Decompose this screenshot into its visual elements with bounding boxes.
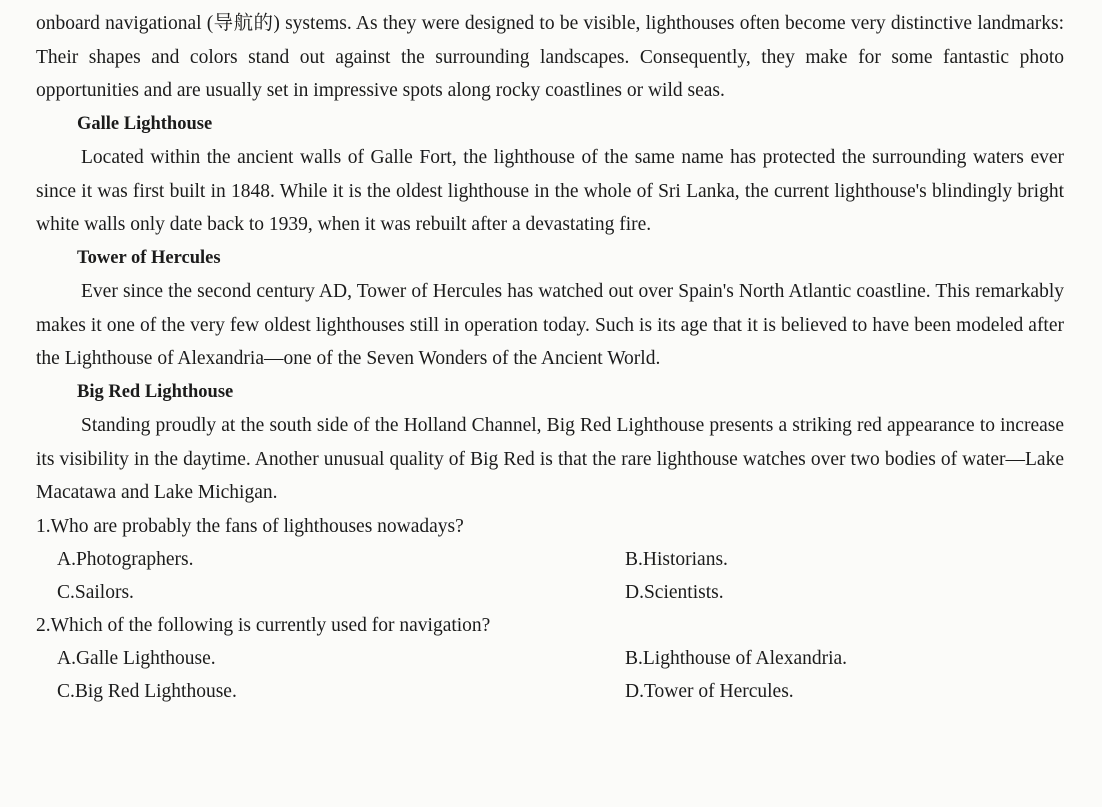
option-a: A.Galle Lighthouse.	[57, 647, 216, 669]
option-b: B.Lighthouse of Alexandria.	[625, 647, 848, 669]
section-hercules	[36, 242, 1064, 376]
section-big-red	[36, 376, 1064, 510]
intro-paragraph: onboard navigational (导航的) systems. As they were designed to be visible, lighthouses often become very distinctive landmarks: Their shapes and colors stand out against the surrounding landscapes. Consequently, they make for some fantastic photo opportunities and are usually set in impressive spots along rocky coastlines or wild seas.	[36, 13, 1064, 101]
section-heading: Big Red Lighthouse	[77, 381, 234, 402]
option-d: D.Scientists.	[625, 581, 724, 603]
option-c: C.Sailors.	[57, 581, 134, 603]
option-d: D.Tower of Hercules.	[625, 680, 794, 702]
section-body: Located within the ancient walls of Galle Fort, the lighthouse of the same name has protected the surrounding waters ever since it was first built in 1848. While it is the oldest lighthouse in the whole of Sri Lanka, the current lighthouse's blindingly bright white walls only date back to 1939, when it was rebuilt after a devastating fire.	[36, 147, 1064, 235]
option-b: B.Historians.	[625, 548, 728, 570]
option-grid	[36, 642, 1064, 708]
question-stem: 2.Which of the following is currently used for navigation?	[36, 614, 491, 636]
option-grid	[36, 543, 1064, 609]
reading-passage	[36, 7, 1064, 708]
section-body: Standing proudly at the south side of the Holland Channel, Big Red Lighthouse presents a striking red appearance to increase its visibility in the daytime. Another unusual quality of Big Red is that the rare lighthouse watches over two bodies of water—Lake Macatawa and Lake Michigan.	[36, 415, 1064, 503]
section-body: Ever since the second century AD, Tower of Hercules has watched out over Spain's North Atlantic coastline. This remarkably makes it one of the very few oldest lighthouses still in operation today. Such is its age that it is believed to have been modeled after the Lighthouse of Alexandria—one of the Seven Wonders of the Ancient World.	[36, 281, 1064, 369]
question-stem: 1.Who are probably the fans of lighthouses nowadays?	[36, 515, 464, 537]
section-heading: Tower of Hercules	[77, 247, 221, 268]
question-1	[36, 510, 1064, 609]
option-c: C.Big Red Lighthouse.	[57, 680, 237, 702]
section-heading: Galle Lighthouse	[77, 113, 213, 134]
section-galle	[36, 108, 1064, 242]
question-2	[36, 609, 1064, 708]
option-a: A.Photographers.	[57, 548, 194, 570]
